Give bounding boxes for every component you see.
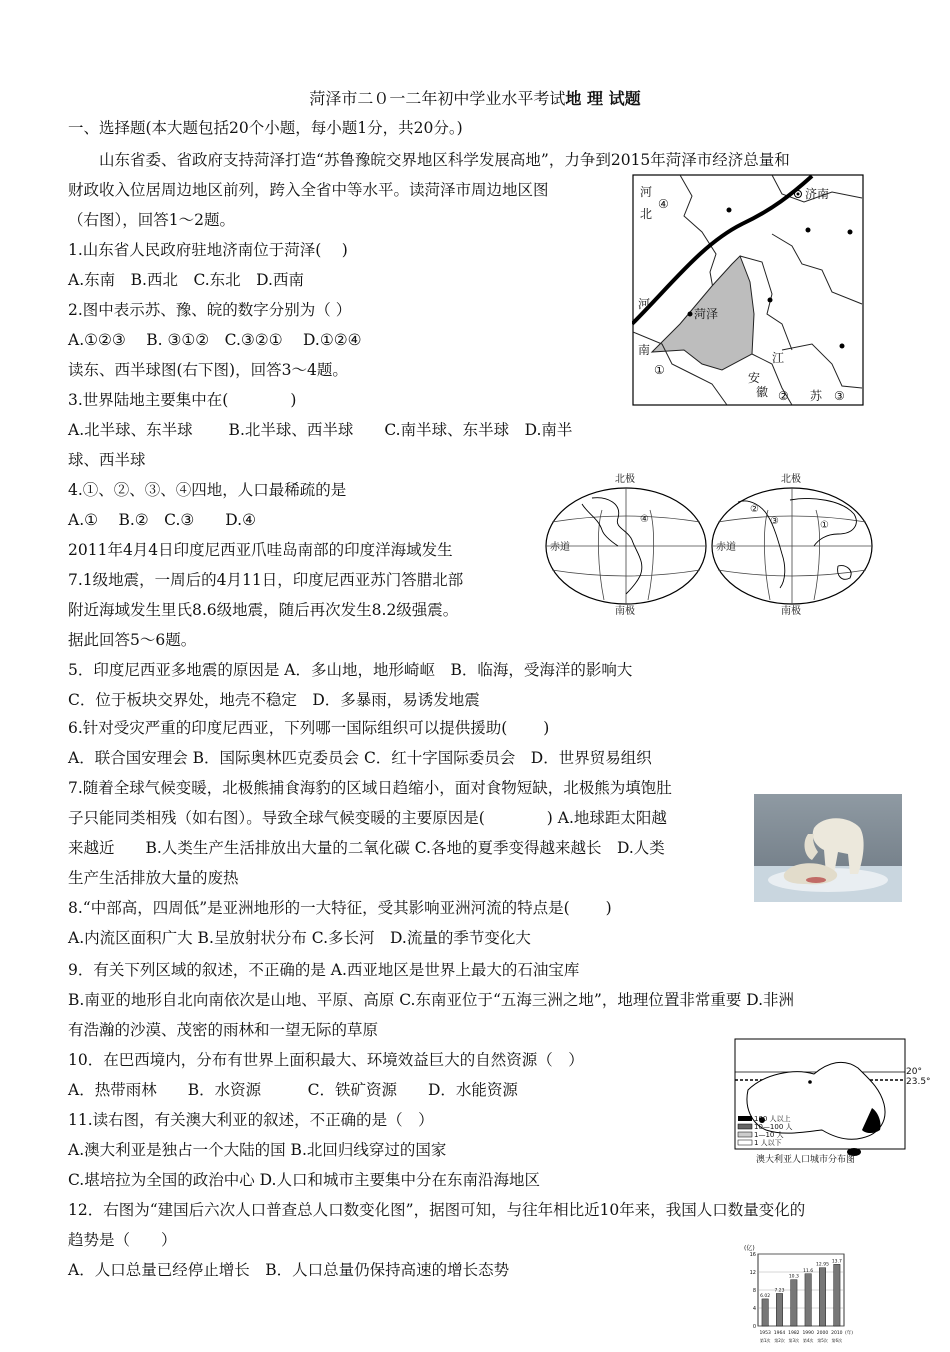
question-text-line: 5．印度尼西亚多地震的原因是 A．多山地，地形崎岖 B．临海，受海洋的影响大	[68, 661, 633, 679]
map-label: 济南	[805, 187, 830, 201]
x-sub-label: 第4次	[802, 1338, 814, 1343]
map-label: 河	[640, 185, 653, 199]
x-tick-label: 2000	[816, 1331, 829, 1336]
question-text-line: 9．有关下列区域的叙述，不正确的是 A.西亚地区是世界上最大的石油宝库	[68, 961, 580, 979]
map-label: 苏	[810, 389, 823, 403]
question-text-line: 7.随着全球气候变暖，北极熊捕食海豹的区域日趋缩小，面对食物短缺，北极熊为填饱肚	[68, 779, 672, 797]
bar	[762, 1299, 768, 1326]
question-text-line: 7.1级地震，一周后的4月11日，印度尼西亚苏门答腊北部	[68, 571, 464, 589]
question-text-line: A.①②③ B. ③①② C.③②① D.①②④	[68, 331, 362, 349]
question-text-line: 财政收入位居周边地区前列，跨入全省中等水平。读菏泽市周边地区图	[68, 181, 549, 199]
x-sub-label: 第1次	[759, 1338, 771, 1343]
question-text-line: 3.世界陆地主要集中在( )	[68, 391, 297, 409]
heze-map-figure	[632, 174, 864, 406]
y-tick-label: 4	[752, 1306, 756, 1312]
bar	[805, 1274, 811, 1326]
x-tick-label: 1953	[759, 1331, 771, 1336]
polar-bear-photo	[754, 794, 902, 902]
hemisphere-figure	[542, 470, 878, 618]
question-text-line: 附近海域发生里氏8.6级地震，随后再次发生8.2级强震。	[68, 601, 459, 619]
legend-item: 1 人以下	[754, 1139, 782, 1147]
question-text-line: 据此回答5～6题。	[68, 631, 197, 649]
question-text-line: B.南亚的地形自北向南依次是山地、平原、高原 C.东南亚位于“五海三洲之地”，地理位置非常重要 D.非洲	[68, 991, 795, 1009]
x-sub-label: 第3次	[788, 1338, 800, 1343]
bar	[819, 1268, 825, 1326]
hemi-label: 北极	[781, 474, 801, 485]
question-text-line: 读东、西半球图(右下图)，回答3～4题。	[68, 361, 348, 379]
x-tick-label: 1990	[802, 1331, 814, 1336]
question-text-line: C.堪培拉为全国的政治中心 D.人口和城市主要集中分在东南沿海地区	[68, 1171, 540, 1189]
y-tick-label: 0	[752, 1324, 756, 1330]
y-tick-label: 12	[749, 1270, 756, 1276]
bar	[791, 1280, 797, 1326]
australia-caption: 澳大利亚人口城市分布图	[756, 1155, 856, 1165]
population-census-chart	[740, 1240, 858, 1350]
legend-item: 1—10 人	[754, 1131, 784, 1139]
question-text-line: 1.山东省人民政府驻地济南位于菏泽( )	[68, 241, 348, 259]
map-label: 徽	[756, 385, 769, 399]
map-label: 北	[640, 207, 653, 221]
x-sub-label: 第6次	[831, 1338, 843, 1343]
question-text-line: 11.读右图，有关澳大利亚的叙述，不正确的是（ ）	[68, 1111, 434, 1129]
data-label: 10.3	[788, 1274, 799, 1280]
question-text-line: 12．右图为“建国后六次人口普查总人口数变化图”，据图可知，与往年相比近10年来，我国人口数量变化的	[68, 1201, 806, 1219]
lat-label: 20°	[906, 1067, 922, 1077]
question-text-line: A.澳大利亚是独占一个大陆的国 B.北回归线穿过的国家	[68, 1141, 447, 1159]
legend-item: 100 人以上	[754, 1115, 791, 1123]
question-text-line: 4.①、②、③、④四地，人口最稀疏的是	[68, 481, 347, 499]
hemi-label: ②	[750, 504, 759, 515]
map-label: 河	[638, 297, 651, 311]
map-label: 南	[638, 343, 651, 357]
bar	[776, 1293, 782, 1326]
map-label: ①	[654, 363, 665, 377]
question-text-line: 球、西半球	[68, 451, 146, 469]
hemi-label: 南极	[781, 606, 801, 617]
x-sub-label: 第2次	[774, 1338, 785, 1343]
australia-map-figure	[734, 1038, 934, 1168]
map-label: ②	[778, 389, 789, 403]
question-text-line: 2.图中表示苏、豫、皖的数字分别为（ ）	[68, 301, 352, 319]
hemi-label: 赤道	[716, 542, 736, 553]
map-label: ④	[658, 197, 669, 211]
lat-label: 23.5°	[906, 1077, 931, 1087]
question-text-line: A．人口总量已经停止增长 B．人口总量仍保持高速的增长态势	[68, 1261, 510, 1279]
question-text-line: （右图），回答1～2题。	[68, 211, 235, 229]
x-axis-unit: (年)	[845, 1331, 854, 1336]
hemi-label: 北极	[615, 474, 635, 485]
question-text-line: A．热带雨林 B．水资源 C．铁矿资源 D．水能资源	[68, 1081, 518, 1099]
question-text-line: 8.“中部高，四周低”是亚洲地形的一大特征，受其影响亚洲河流的特点是( )	[68, 899, 612, 917]
hemi-label: 赤道	[550, 542, 570, 553]
hemi-label: 南极	[615, 606, 635, 617]
data-label: 7.23	[774, 1288, 785, 1294]
page-title: 菏泽市二０一二年初中学业水平考试地 理 试题	[309, 89, 641, 108]
question-text-line: 10．在巴西境内，分布有世界上面积最大、环境效益巨大的自然资源（ ）	[68, 1051, 584, 1069]
question-text-line: 山东省委、省政府支持菏泽打造“苏鲁豫皖交界地区科学发展高地”，力争到2015年菏泽市经济总量和	[68, 151, 790, 169]
question-text-line: 趋势是（ ）	[68, 1231, 177, 1249]
question-text-line: A.① B.② C.③ D.④	[68, 511, 256, 529]
question-text-line: A.内流区面积广大 B.呈放射状分布 C.多长河 D.流量的季节变化大	[68, 929, 531, 947]
map-label: 菏泽	[694, 307, 719, 321]
section-heading: 一、选择题(本大题包括20个小题，每小题1分，共20分。)	[68, 119, 463, 137]
x-sub-label: 第5次	[817, 1338, 828, 1343]
legend-item: 10—100 人	[754, 1123, 793, 1131]
map-label: 江	[772, 351, 785, 365]
question-text-line: 生产生活排放大量的废热	[68, 869, 239, 887]
question-text-line: 子只能同类相残（如右图）。导致全球气候变暖的主要原因是( ) A.地球距太阳越	[68, 809, 667, 827]
hemi-label: ④	[640, 514, 649, 525]
y-tick-label: 16	[749, 1252, 756, 1258]
map-label: ③	[834, 389, 845, 403]
question-text-line: A.北半球、东半球 B.北半球、西半球 C.南半球、东半球 D.南半	[68, 421, 573, 439]
question-text-line: A.东南 B.西北 C.东北 D.西南	[68, 271, 304, 289]
question-text-line: 2011年4月4日印度尼西亚爪哇岛南部的印度洋海域发生	[68, 541, 453, 559]
question-text-line: A．联合国安理会 B．国际奥林匹克委员会 C．红十字国际委员会 D．世界贸易组织	[68, 749, 652, 767]
question-text-line: 来越近 B.人类生产生活排放出大量的二氧化碳 C.各地的夏季变得越来越长 D.人类	[68, 839, 665, 857]
data-label: 12.95	[816, 1262, 829, 1268]
x-tick-label: 1982	[788, 1331, 800, 1336]
hemi-label: ③	[770, 516, 779, 527]
hemi-label: ①	[820, 520, 829, 531]
data-label: 13.7	[831, 1259, 842, 1265]
question-text-line: C．位于板块交界处，地壳不稳定 D．多暴雨，易诱发地震	[68, 691, 480, 709]
data-label: 11.6	[803, 1268, 814, 1274]
x-tick-label: 2010	[831, 1331, 843, 1336]
x-tick-label: 1964	[773, 1331, 786, 1336]
bar	[834, 1264, 840, 1326]
map-label: 安	[748, 371, 761, 385]
question-text-line: 有浩瀚的沙漠、茂密的雨林和一望无际的草原	[68, 1021, 379, 1039]
question-text-line: 6.针对受灾严重的印度尼西亚，下列哪一国际组织可以提供援助( )	[68, 719, 550, 737]
y-axis-label: (亿)	[744, 1245, 755, 1252]
y-tick-label: 8	[752, 1288, 756, 1294]
data-label: 6.02	[760, 1293, 771, 1299]
